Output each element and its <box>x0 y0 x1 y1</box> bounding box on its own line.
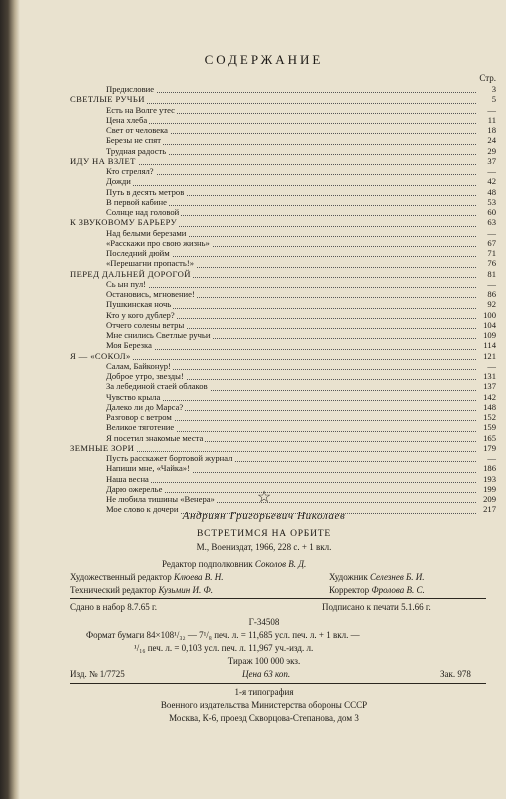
toc-page-number: 186 <box>483 463 496 474</box>
print-run: Тираж 100 000 экз. <box>227 656 301 666</box>
toc-page-number: 121 <box>483 350 496 361</box>
editor-credit: Редактор подполковник Соколов В. Д. <box>162 559 307 569</box>
toc-title: Последний дюйм <box>106 248 170 258</box>
toc-page-number: 37 <box>487 155 496 166</box>
publisher-number: Изд. № 1/7725 <box>70 669 125 679</box>
printer-line-3: Москва, К-6, проезд Скворцова-Степанова, дом 3 <box>169 713 359 723</box>
toc-title: ИДУ НА ВЗЛЕТ <box>70 155 136 166</box>
toc-title: В первой кабине <box>106 196 167 207</box>
page-column-label: Стр. <box>479 73 496 83</box>
toc-page-number: 60 <box>487 207 496 217</box>
sent-to-set: Сдано в набор 8.7.65 г. <box>70 602 157 612</box>
toc-page-number: 3 <box>491 84 496 94</box>
paper-format-line-1: Формат бумаги 84×108¹/₃₂ — 7¹/₈ печ. л. = 11,685 усл. печ. л. + 1 вкл. — <box>86 630 360 640</box>
toc-title: Пусть расскажет бортовой журнал <box>106 453 233 463</box>
book-spine-shadow <box>0 0 20 799</box>
toc-title: ПЕРЕД ДАЛЬНЕЙ ДОРОГОЙ <box>70 268 191 279</box>
toc-title: «Расскажи про свою жизнь» <box>106 237 210 248</box>
toc-page-number: 11 <box>487 114 496 125</box>
toc-page-number: 142 <box>483 391 496 402</box>
toc-page-number: 199 <box>483 483 496 494</box>
toc-title: Солнце над головой <box>106 207 180 217</box>
toc-title: Не любила тишины «Венера» <box>106 494 215 504</box>
toc-page-number: 53 <box>487 196 496 207</box>
artist-credit: Художник Селезнев Б. И. <box>329 572 425 582</box>
toc-page-number: — <box>487 453 496 463</box>
printer-line-1: 1-я типография <box>234 687 294 697</box>
toc-title: Доброе утро, звезды! <box>106 371 184 381</box>
imprint-code: Г-34508 <box>248 617 280 627</box>
toc-page-number: — <box>487 360 496 371</box>
author-name: Андриян Григорьевич Николаев <box>182 510 346 522</box>
toc-title: Кто у кого дублер? <box>106 309 175 320</box>
toc-page-number: 76 <box>487 258 496 269</box>
price: Цена 63 коп. <box>242 669 291 679</box>
toc-page-number: — <box>487 166 496 176</box>
toc-title: ЗЕМНЫЕ ЗОРИ <box>70 442 135 453</box>
toc-title: Мне снились Светлые ручьи <box>106 330 211 340</box>
toc-page-number: 86 <box>487 289 496 299</box>
toc-title: Березы не спят <box>106 135 161 146</box>
toc-title: Моя Березка <box>106 340 152 351</box>
toc-title: Дожди <box>106 176 131 187</box>
toc-page-number: 109 <box>483 330 496 340</box>
toc-page-number: 159 <box>483 422 496 433</box>
toc-title: Цена хлеба <box>106 114 148 125</box>
toc-title: К ЗВУКОВОМУ БАРЬЕРУ <box>70 217 178 228</box>
toc-title: За лебединой стаей облаков <box>106 381 208 392</box>
toc-title: Трудная радость <box>106 145 167 156</box>
toc-page-number: 67 <box>487 237 496 248</box>
toc-title: Отчего солены ветры <box>106 319 185 330</box>
toc-title: Напиши мне, «Чайка»! <box>106 463 190 474</box>
page-title: СОДЕРЖАНИЕ <box>204 52 324 67</box>
toc-page-number: 152 <box>483 412 496 422</box>
toc-page-number: 92 <box>487 299 496 310</box>
toc-page-number: — <box>487 104 496 115</box>
toc-title: Мое слово к дочери <box>106 504 179 515</box>
toc-page-number: 165 <box>483 432 496 443</box>
toc-title: Я посетил знакомые места <box>106 432 204 443</box>
signed-for-print: Подписано к печати 5.1.66 г. <box>322 602 431 612</box>
star-icon: ☆ <box>256 489 272 506</box>
toc-title: Далеко ли до Марса? <box>106 401 184 412</box>
toc-page-number: 18 <box>487 125 496 135</box>
table-of-contents <box>22 84 506 515</box>
publication-info: М., Воениздат, 1966, 228 с. + 1 вкл. <box>196 542 332 552</box>
book-title: ВСТРЕТИМСЯ НА ОРБИТЕ <box>197 529 331 539</box>
tech-editor-credit: Технический редактор Кузьмин И. Ф. <box>70 585 213 595</box>
proofreader-credit: Корректор Фролова В. С. <box>329 585 425 595</box>
toc-title: Чувство крыла <box>106 391 161 402</box>
toc-page-number: 217 <box>483 504 496 515</box>
toc-page-number: 71 <box>487 248 496 258</box>
toc-page-number: 137 <box>483 381 496 392</box>
art-editor-credit: Художественный редактор Клюева В. Н. <box>70 572 224 582</box>
toc-title: Над белыми березами <box>106 227 187 238</box>
divider <box>70 683 486 684</box>
toc-page-number: 148 <box>483 401 496 412</box>
toc-page-number: 209 <box>483 494 496 504</box>
toc-title: Салам, Байконур! <box>106 360 171 371</box>
toc-title: Кто стрелял? <box>106 166 154 176</box>
toc-page-number: 81 <box>487 268 496 279</box>
toc-title: Сь ын пул! <box>106 278 146 289</box>
toc-title: Дарю ожерелье <box>106 483 163 494</box>
book-page <box>22 0 506 799</box>
toc-page-number: 193 <box>483 473 496 484</box>
toc-page-number: — <box>487 227 496 238</box>
toc-title: Предисловие <box>106 84 155 94</box>
toc-page-number: 24 <box>487 135 496 146</box>
toc-page-number: 104 <box>483 319 496 330</box>
toc-page-number: — <box>487 278 496 289</box>
toc-page-number: 48 <box>487 186 496 197</box>
toc-page-number: 63 <box>487 217 496 228</box>
toc-title: СВЕТЛЫЕ РУЧЬИ <box>70 94 145 105</box>
toc-title: Остановись, мгновение! <box>106 289 195 299</box>
order-number: Зак. 978 <box>440 669 471 679</box>
toc-page-number: 29 <box>487 145 496 156</box>
toc-title: Пушкинская ночь <box>106 299 172 310</box>
toc-page-number: 131 <box>483 371 496 381</box>
toc-title: Путь в десять метров <box>106 186 185 197</box>
toc-page-number: 42 <box>487 176 496 187</box>
toc-page-number: 100 <box>483 309 496 320</box>
toc-title: «Перешагни пропасть!» <box>106 258 194 269</box>
toc-page-number: 179 <box>483 442 496 453</box>
toc-title: Свет от человека <box>106 125 168 135</box>
toc-title: Наша весна <box>106 473 149 484</box>
toc-title: Великое тяготение <box>106 422 175 433</box>
toc-title: Есть на Волге утес <box>106 104 175 115</box>
paper-format-line-2: ¹/₁₆ печ. л. = 0,103 усл. печ. л. 11,967 уч.-изд. л. <box>134 643 314 653</box>
divider <box>70 598 486 599</box>
printer-line-2: Военного издательства Министерства обороны СССР <box>160 700 368 710</box>
toc-page-number: 5 <box>491 94 496 105</box>
toc-page-number: 114 <box>483 340 496 351</box>
toc-title: Разговор с ветром <box>106 412 172 422</box>
toc-title: Я — «СОКОЛ» <box>70 350 131 361</box>
